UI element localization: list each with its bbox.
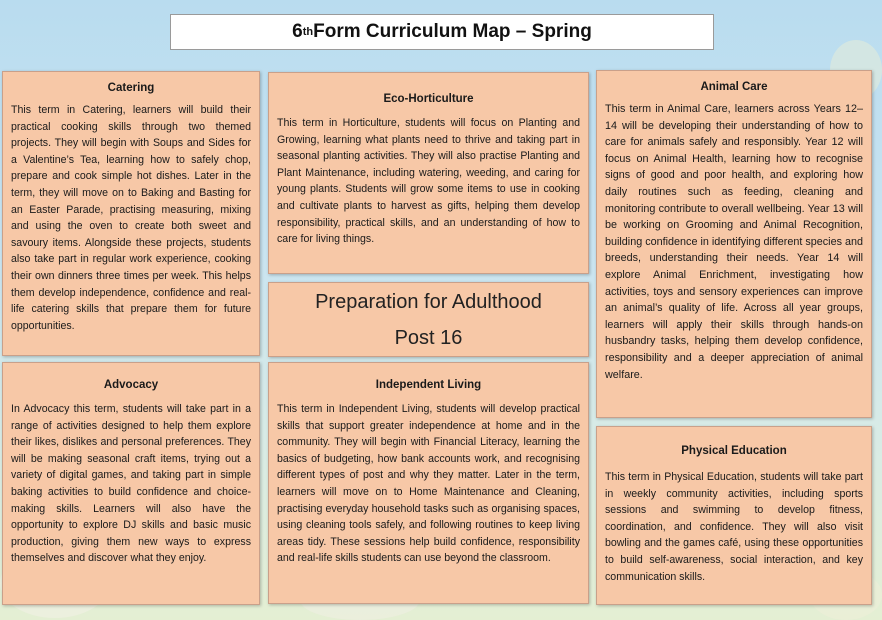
catering-card — [2, 71, 260, 356]
preparation-for-adulthood-card — [268, 282, 589, 357]
advocacy-text: In Advocacy this term, students will take part in a range of activities designed to help them explore their likes, dislikes and personal preferences. They will be making seasonal craft items, trying out a variety of digital games, and taking part in simple baking activities to build confidence and choice-making skills. Learners will also have the opportunity to explore DJ skills and basic music production, giving them new ways to express themselves and discover what they enjoy. — [11, 403, 251, 565]
independent-living-heading: Independent Living — [375, 379, 482, 391]
independent-living-card — [268, 362, 589, 604]
animal-care-card — [596, 70, 872, 418]
title-number: 6 — [292, 21, 303, 42]
eco-horticulture-heading: Eco-Horticulture — [383, 93, 474, 105]
catering-heading: Catering — [107, 82, 155, 94]
title-text: Form Curriculum Map – Spring — [313, 21, 592, 42]
page-title — [170, 14, 714, 50]
animal-care-text: This term in Animal Care, learners across Years 12–14 will be developing their understanding of how to care for animals safely and responsibly. Year 12 will focus on Animal Health, learning how to recognise signs of good and poor health, and exploring how daily routines such as feeding, cleaning and monitoring contribute to overall wellbeing. Year 13 will be working on Grooming and Animal Recognition, building confidence in identifying different species and breeds, understanding their needs. Year 14 will explore Animal Enrichment, investigating how activities, toys and sensory experiences can improve an animal’s quality of life. Across all year groups, learners will apply their skills through hands-on husbandry tasks, helping them develop confidence, responsibility and a deeper appreciation of animal welfare. — [605, 103, 863, 381]
animal-care-heading: Animal Care — [700, 81, 768, 93]
center-subtitle: Post 16 — [394, 326, 463, 349]
eco-horticulture-text: This term in Horticulture, students will focus on Planting and Growing, learning what plants need to thrive and taking part in seasonal planting activities. They will also practise Planting and Plant Maintenance, including watering, weeding, and caring for young plants. Students will grow some items to use in cooking and cultivate plants to harvest as gifts, helping them develop responsibility, practical skills, and an understanding of how to care for living things. — [277, 117, 580, 246]
physical-education-card — [596, 426, 872, 605]
physical-education-heading: Physical Education — [681, 445, 787, 457]
independent-living-text: This term in Independent Living, students will develop practical skills that support greater independence at home and in the community. They will begin with Financial Literacy, learning the basics of budgeting, how bank accounts work, and recognising different types of post and why they matter. Later in the term, learners will move on to Home Maintenance and Cleaning, practising everyday household tasks such as organising spaces, using cleaning tools safely, and following routines to keep living areas tidy. These sessions help build confidence, responsibility and real-life skills students can use beyond the classroom. — [277, 403, 580, 565]
physical-education-text: This term in Physical Education, students will take part in weekly community activities, including sports sessions and swimming to develop fitness, coordination, and confidence. They will also visit bowling and the games café, using these opportunities to build self-awareness, social interaction, and key communication skills. — [605, 471, 863, 583]
advocacy-card — [2, 362, 260, 605]
advocacy-heading: Advocacy — [103, 379, 159, 391]
center-title: Preparation for Adulthood — [315, 290, 542, 313]
title-superscript: th — [302, 26, 314, 38]
catering-text: This term in Catering, learners will build their practical cooking skills through two themed projects. They will begin with Soups and Sides for a Valentine’s Tea, learning how to safely chop, prepare and cook simple hot dishes. Later in the term, they will move on to Baking and Basting for an Easter Parade, practising measuring, mixing and using the oven to create both sweet and savoury items. Alongside these projects, students also take part in regular work experience, cooking their own dinners three times per week. This helps them develop independence, confidence and real-life catering skills that prepare them for future opportunities. — [11, 104, 251, 332]
eco-horticulture-card — [268, 72, 589, 274]
